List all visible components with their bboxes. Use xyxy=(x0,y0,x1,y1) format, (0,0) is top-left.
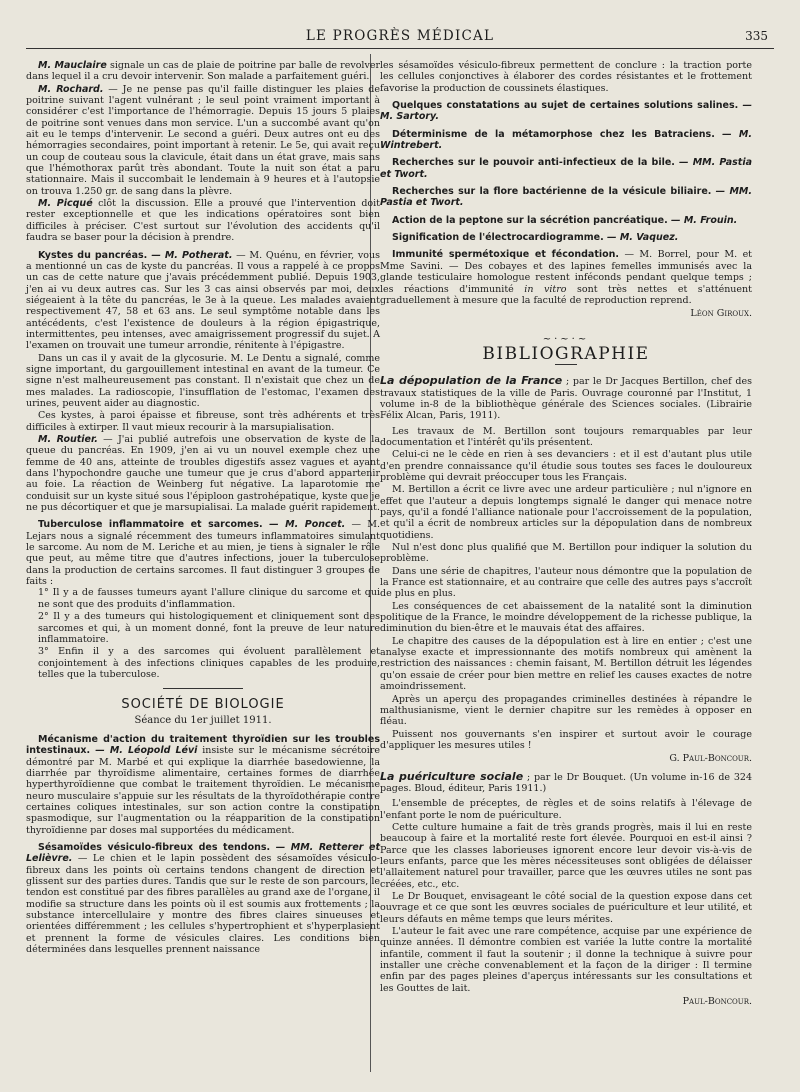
paragraph-rochard xyxy=(26,84,380,197)
paragraph-text: insiste sur le mécanisme sécrétoire démontré par M. Marbé et qui explique la diarrhée basedowienne, la diarrhée par thyroïdisme alimentaire, certaines formes de diarrhée hyperthyroïdienne que combat le traitement thyroïdien. Le mécanisme neuro musculaire s'appuie sur les résultats de la thyroïdothérapie contre certaines coliques intestinales, sur son action contre la constipation spasmodique, sur l'augmentation ou la réapparition de la constipation thyroïdienne par doses mal supportées du médicament. xyxy=(26,745,380,836)
review-paragraph: Le Dr Bouquet, envisageant le côté social de la question expose dans cet ouvrage et ce que sont les œuvres sociales de puériculture et leur utilité, et leurs défauts en même temps que leurs mérites. xyxy=(380,891,752,925)
section-title-bibliographie: BIBLIOGRAPHIE xyxy=(482,343,650,364)
author-name: — M. Léopold Lévi xyxy=(90,745,198,757)
right-column xyxy=(380,60,752,1007)
paragraph-kystes-1 xyxy=(26,250,380,352)
article-heading: Tuberculose inflammatoire et sarcomes. xyxy=(38,519,263,531)
review-paragraph: Les conséquences de cet abaissement de la natalité sont la diminution politique de la France, le moindre développement de la richesse publique, la diminution du bien-être et le mauvais état des affaires. xyxy=(380,600,752,635)
review-paragraph: Nul n'est donc plus qualifié que M. Bertillon pour indiquer la solution du problème. xyxy=(380,542,752,565)
signature-giroux: Léon Giroux. xyxy=(690,308,752,320)
paragraph-immunite xyxy=(380,249,752,306)
list-item: 1° Il y a de fausses tumeurs ayant l'allure clinique du sarcome et qui ne sont que des produits d'inflammation. xyxy=(38,587,380,610)
author-name: — M. Vaquez. xyxy=(603,232,679,244)
book-info: ; par le Dr Bouquet. (Un volume in-16 de 324 pages. Bloud, éditeur, Paris 1911.) xyxy=(380,771,752,794)
article-heading: Déterminisme de la métamorphose chez les Batraciens. xyxy=(392,128,715,140)
paragraph-routier xyxy=(26,434,380,513)
review-paragraph: M. Bertillon a écrit ce livre avec une ardeur particulière ; nul n'ignore en effet que l'auteur a depuis longtemps signalé le danger qui menace notre pays, qu'il a fondé l'alliance nationale pour l'accroissement de la population, et qu'il a écrit de nombreux articles sur la dépopulation dans de nombreux quotidiens. xyxy=(380,484,752,541)
paragraph-mauclaire xyxy=(26,60,380,83)
paragraph-text: clôt la discussion. Elle a prouvé que l'intervention doit rester exceptionnelle et que les indications opératoires sont bien difficiles à préciser. C'est surtout sur l'évolution des accidents qu'il faudra se baser pour la décision à prendre. xyxy=(26,198,380,244)
author-name: — M. Frouin. xyxy=(667,214,738,226)
review-paragraph: Dans une série de chapitres, l'auteur nous démontre que la population de la France est stationnaire, et au contraire que celle des autres pays s'accroît de plus en plus. xyxy=(380,565,752,600)
article-heading: Quelques constatations au sujet de certaines solutions salines. xyxy=(392,100,739,112)
communication-item xyxy=(380,129,752,152)
section-rule xyxy=(163,688,243,689)
session-date: Séance du 1er juillet 1911. xyxy=(134,714,272,726)
author-name: — M. Potherat. xyxy=(147,249,233,261)
article-heading: Signification de l'électrocardiogramme. xyxy=(392,232,604,244)
book-entry-depopulation xyxy=(380,375,752,421)
running-title: LE PROGRÈS MÉDICAL xyxy=(305,28,495,44)
review-paragraph: L'ensemble de préceptes, de règles et de soins relatifs à l'élevage de l'enfant porte le nom de puériculture. xyxy=(380,798,752,821)
author-name: M. Picqué xyxy=(38,198,93,210)
review-paragraph: Celui-ci ne le cède en rien à ses devanciers : et il est d'autant plus utile d'en prendre connaissance qu'il étudie sous toutes ses faces le douloureux problème qui devrait préoccuper tous les Français. xyxy=(380,449,752,483)
paragraph-kystes-3: Ces kystes, à paroi épaisse et fibreuse, sont très adhérents et très difficiles à extirper. Il vaut mieux recourir à la marsupialisation. xyxy=(26,410,380,433)
left-column xyxy=(26,60,380,955)
section-title-societe: SOCIÉTÉ DE BIOLOGIE xyxy=(121,697,285,713)
article-heading: Kystes du pancréas. xyxy=(38,249,148,261)
review-paragraph: Les travaux de M. Bertillon sont toujours remarquables par leur documentation et l'intérêt qu'ils présentent. xyxy=(380,425,752,448)
paragraph-continuation: les sésamoïdes vésiculo-fibreux permettent de conclure : la traction porte les cellules conjonctives à élaborer des cordes résistantes et le frottement favorise la production de coussinets élastiques. xyxy=(380,60,752,94)
article-tuberculose xyxy=(26,519,380,680)
author-name: — MM. Pastia et Twort. xyxy=(380,186,752,209)
article-heading: Mécanisme d'action du traitement thyroïdien sur les troubles intestinaux. xyxy=(26,733,380,757)
signature-paul-boncour-1: G. Paul-Boncour. xyxy=(669,753,752,765)
list-item: 2° Il y a des tumeurs qui histologiquement et cliniquement sont des sarcomes et qui, à un moment donné, font la preuve de leur nature inflammatoire. xyxy=(38,611,380,645)
paragraph-picque xyxy=(26,198,380,243)
page-header xyxy=(26,22,774,49)
communication-list xyxy=(380,100,752,243)
signature-paul-boncour-2: Paul-Boncour. xyxy=(682,996,752,1008)
groups-list xyxy=(26,587,380,680)
author-name: — M. Poncet. xyxy=(262,519,346,531)
page-number: 335 xyxy=(745,29,768,43)
paragraph-text: — Je ne pense pas qu'il faille distinguer les plaies de poitrine suivant l'agent vulnérant ; le seul point vraiment important à considérer c'est l'importance de l'hémorragie. Depuis 15 jours 5 plaies de poitrine sont venues dans mon service. L'un a succombé avant qu'on ait eu le temps d'intervenir. Le second a guéri. Deux autres ont eu des hémorragies secondaires, point important à retenir. Le 5e, qui avait reçu un coup de couteau sous la clavicule, était dans un état grave, mais sans que l'hémothorax parût très abondant. Toute la nuit son état a paru stationnaire. Mais il succombait le lendemain à 9 heures et à l'autopsie on trouva 1.250 gr. de sang dans la plèvre. xyxy=(26,83,381,197)
communication-item xyxy=(380,157,752,180)
review-puericulture xyxy=(380,798,752,1007)
review-paragraph: Cette culture humaine a fait de très grands progrès, mais il lui en reste beaucoup à faire et la mortalité reste fort élevée. Pourquoi en est-il ainsi ? Parce que les classes laborieuses ignorent encore leur devoir vis-à-vis de leurs enfants, parce que les mères nécessiteuses sont obligées de délaisser l'allaitement naturel pour travailler, parce que les œuvres utiles ne sont pas créées, etc., etc. xyxy=(380,821,752,890)
article-immunite xyxy=(380,249,752,319)
list-item: 3° Enfin il y a des sarcomes qui évoluent parallèlement et conjointement à des infections cliniques capables de les produire, telles que la tuberculose. xyxy=(38,646,380,680)
italic-term: in vitro xyxy=(524,283,567,295)
communication-item xyxy=(380,215,752,226)
review-paragraph: Après un aperçu des propagandes criminelles destinées à répandre le malthusianisme, vient le dernier chapitre sur les remèdes à opposer en fléau. xyxy=(380,693,752,728)
communication-item xyxy=(380,100,752,123)
paragraph-text: sont très nettes et s'atténuent graduellement à mesure que la faculté de reproduction reprend. xyxy=(380,283,752,306)
author-name: — MM. Retterer et Lelièvre. xyxy=(26,842,380,865)
paragraph-text: — M. Borrel, pour M. et Mme Savini. — Des cobayes et des lapines femelles immunisés avec la glande testiculaire homologue restent inféconds pendant quelque temps ; les réactions d'immunité xyxy=(380,249,753,295)
paragraph-text: — J'ai publié autrefois une observation de kyste de la queue du pancréas. En 1909, j'en ai vu un nouvel exemple chez une femme de 40 ans, atteinte de troubles digestifs assez vagues et ayant dans l'hypochondre gauche une tumeur que je crus d'abord appartenir au foie. La réaction de Weinberg fut négative. La laparotomie me conduisit sur un kyste situé sous l'épiploon gastrohépatique, kyste que je ne pus décortiquer et que je marsupialisai. La malade guérit rapidement. xyxy=(26,434,380,514)
review-depopulation xyxy=(380,426,752,765)
article-heading: Recherches sur le pouvoir anti-infectieux de la bile. xyxy=(392,157,675,169)
article-heading: Sésamoïdes vésiculo-fibreux des tendons. xyxy=(38,842,271,853)
ornament-divider: ~·~·~ xyxy=(542,333,590,345)
review-paragraph: L'auteur le fait avec une rare compétence, acquise par une expérience de quinze années. Il démontre combien est variée la lutte contre la mortalité infantile, comment il faut la soutenir ; il donne la technique à suivre pour installer une crèche convenablement et la façon de la diriger : Il termine enfin par des pages pleines d'aperçus intéressants sur les consultations et les Gouttes de lait. xyxy=(380,926,752,994)
article-heading: Recherches sur la flore bactérienne de la vésicule biliaire. xyxy=(392,186,712,198)
author-name: M. Routier. xyxy=(38,434,98,445)
author-name: — MM. Pastia et Twort. xyxy=(380,157,752,180)
book-info: ; par le Dr Jacques Bertillon, chef des travaux statistiques de la ville de Paris. Ouvrage couronné par l'Institut, 1 volume in-8 de la bibliothèque générale des Sciences sociales. (Librairie Félix Alcan, Paris, 1911). xyxy=(380,376,752,422)
paragraph-text: signale un cas de plaie de poitrine par balle de revolver dans lequel il a cru devoir intervenir. Son malade a parfaitement guéri. xyxy=(26,60,380,83)
paragraph-kystes-2: Dans un cas il y avait de la glycosurie. M. Le Dentu a signalé, comme signe important, du gargouillement intestinal en avant de la tumeur. Ce signe n'est malheureusement pas constant. Il n'existait que chez un de mes malades. La radioscopie, l'insufflation de l'estomac, l'examen des urines, peuvent aider au diagnostic. xyxy=(26,352,380,409)
paragraph-text: — M. Quénu, en février, vous a mentionné un cas de kyste du pancréas. Il vous a rappelé à ce propos un cas de cette nature que j'avais précédemment publié. Depuis 1903, j'en ai vu deux autres cas. Sur les 3 cas ainsi observés par moi, deux siégeaient à la tête du pancréas, le 3e à la queue. Les malades avaient respectivement 47, 58 et 63 ans. Le seul symptôme notable dans les antécédents, c'est l'existence de douleurs à la région épigastrique, intermittentes, peu intenses, avec amaigrissement progressif du sujet. A l'examen on trouvait une tumeur arrondie, rénitente à l'épigastre. xyxy=(26,249,380,352)
author-name: M. Rochard. xyxy=(38,83,104,95)
communication-item xyxy=(380,186,752,209)
article-heading: Action de la peptone sur la sécrétion pancréatique. xyxy=(392,214,668,226)
title-rule xyxy=(555,364,577,365)
article-heading: Immunité spermétoxique et fécondation. xyxy=(392,249,620,261)
book-title: La puériculture sociale xyxy=(380,769,524,783)
paragraph-tuberculose xyxy=(26,519,380,587)
communication-item xyxy=(380,232,752,243)
paragraph-text: — M. Lejars nous a signalé récemment des tumeurs inflammatoires simulant le sarcome. Au nom de M. Leriche et au mien, je tiens à signaler le rôle que peut, au même titre que d'autres infections, jouer la tuberculose dans la production de certains sarcomes. Il faut distinguer 3 groupes de faits : xyxy=(26,519,380,588)
article-sesamoides xyxy=(26,842,380,955)
article-kystes xyxy=(26,250,380,514)
author-name: M. Mauclaire xyxy=(38,60,107,71)
author-name: — M. Sartory. xyxy=(380,100,753,123)
book-title: La dépopulation de la France xyxy=(380,374,563,388)
review-paragraph: Puissent nos gouvernants s'en inspirer et surtout avoir le courage d'appliquer les mesures utiles ! xyxy=(380,728,752,751)
review-paragraph: Le chapitre des causes de la dépopulation est à lire en entier ; c'est une analyse exacte et impressionnante des motifs nombreux qui amènent la restriction des naissances : chemin faisant, M. Bertillon détruit les légendes qu'on essaie de créer pour bien mettre en relief les causes exactes de notre amoindrissement. xyxy=(380,635,752,693)
book-entry-puericulture xyxy=(380,771,752,795)
paragraph-text: — Le chien et le lapin possèdent des sésamoïdes vésiculo-fibreux dans les points où certains tendons changent de direction et glissent sur des parties dures. Tandis que sur le reste de son parcours, le tendon est constitué par des fibres parallèles au grand axe de l'organe, il modifie sa structure dans les points où il est soumis aux frottements ; la substance intercellulaire y montre des fibres claires sinueuses et orientées différemment ; les cellules s'hypertrophient et s'hyperplasient et prennent la forme de vésicules claires. Les conditions bien déterminées dans lesquelles prennent naissance xyxy=(26,853,380,956)
paragraph-mecanisme xyxy=(26,734,380,836)
paragraph-sesamoides xyxy=(26,842,380,955)
author-name: — M. Wintrebert. xyxy=(380,128,752,152)
